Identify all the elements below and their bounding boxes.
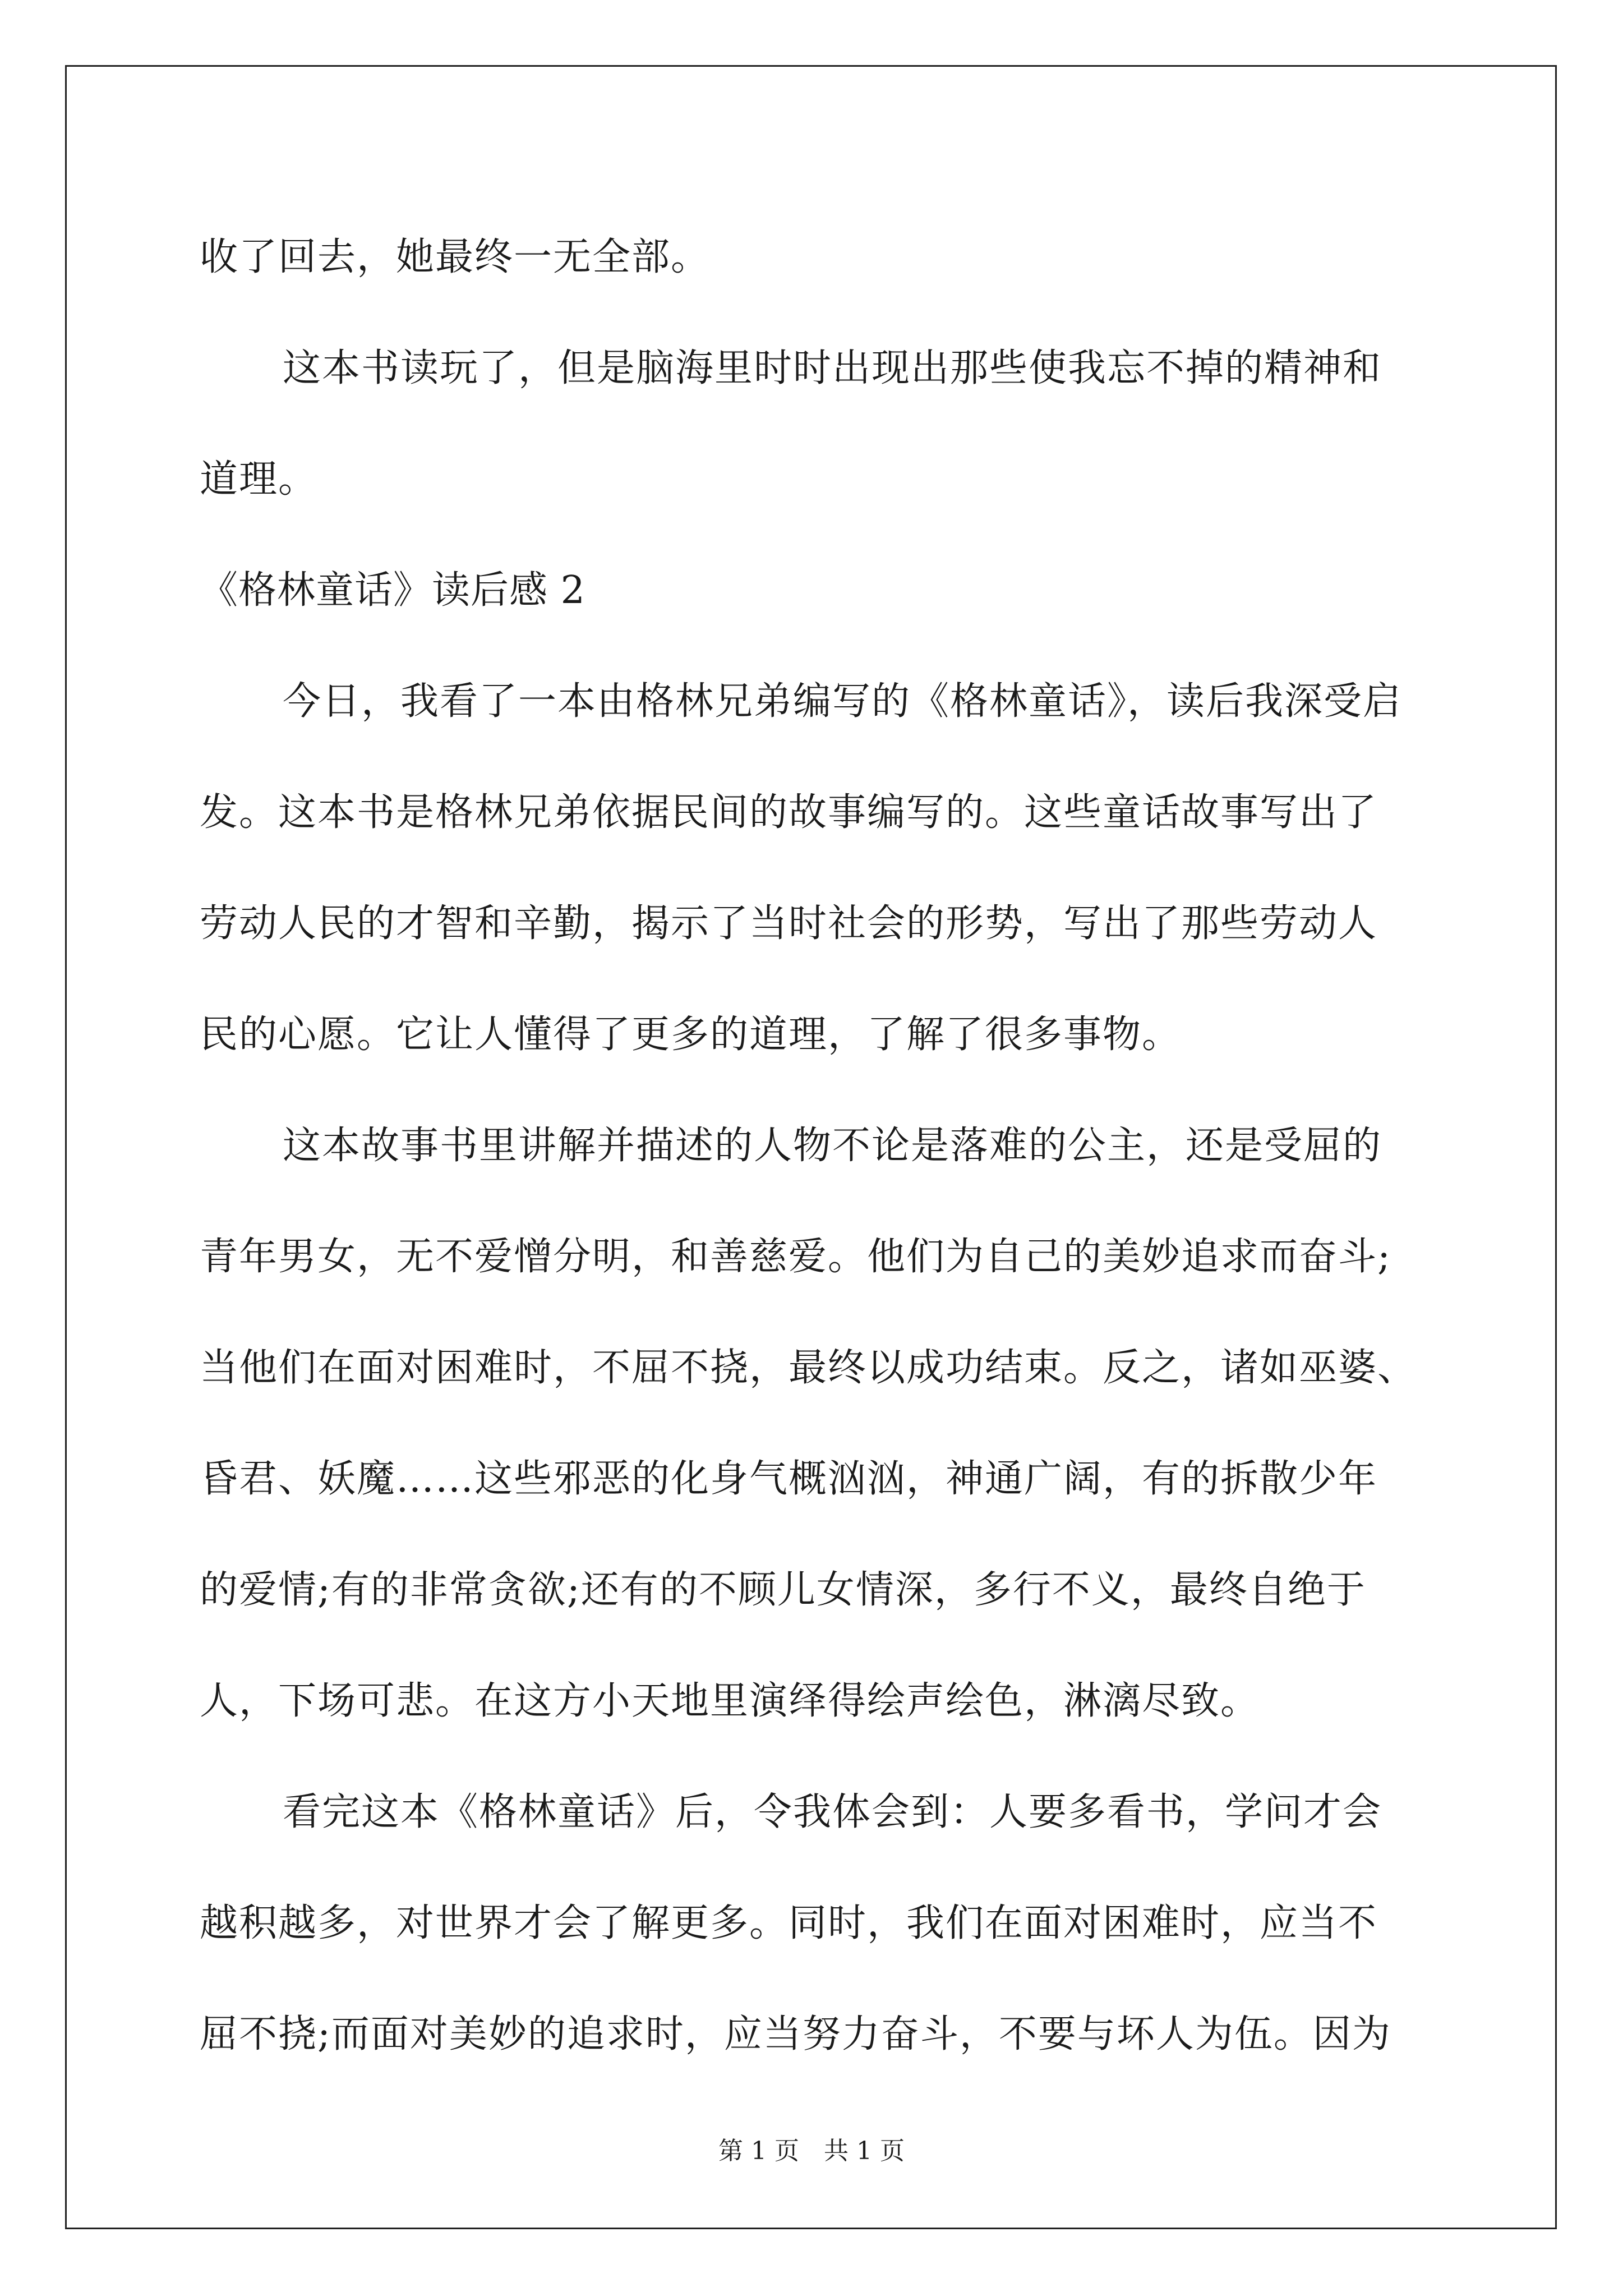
text-line: 收了回去，她最终一无全部。 (200, 235, 711, 279)
text-line: 看完这本《格林童话》后，令我体会到：人要多看书，学问才会 (283, 1790, 1382, 1834)
text-line: 青年男女，无不爱憎分明，和善慈爱。他们为自己的美妙追求而奋斗; (200, 1235, 1391, 1279)
document-body (200, 202, 1428, 2090)
section-heading: 《格林童话》读后感 2 (200, 568, 585, 613)
text-line: 这本故事书里讲解并描述的人物不论是落难的公主，还是受屈的 (283, 1124, 1382, 1168)
text-line: 这本书读玩了，但是脑海里时时出现出那些使我忘不掉的精神和 (283, 346, 1382, 390)
text-line: 屈不挠;而面对美妙的追求时，应当努力奋斗，不要与坏人为伍。因为 (200, 2012, 1391, 2056)
text-line: 越积越多，对世界才会了解更多。同时，我们在面对困难时，应当不 (200, 1901, 1378, 1945)
text-line: 道理。 (200, 457, 318, 501)
text-line: 民的心愿。它让人懂得了更多的道理，了解了很多事物。 (200, 1013, 1182, 1057)
text-line: 昏君、妖魔……这些邪恶的化身气概汹汹，神通广阔，有的拆散少年 (200, 1457, 1378, 1501)
text-line: 的爱情;有的非常贪欲;还有的不顾儿女情深，多行不义，最终自绝于 (200, 1568, 1366, 1612)
text-line: 当他们在面对困难时，不屈不挠，最终以成功结束。反之，诸如巫婆、 (200, 1346, 1417, 1390)
text-line: 今日，我看了一本由格林兄弟编写的《格林童话》，读后我深受启 (283, 679, 1403, 724)
text-line: 劳动人民的才智和辛勤，揭示了当时社会的形势，写出了那些劳动人 (200, 901, 1378, 946)
page-number-footer: 第 1 页 共 1 页 (718, 2137, 905, 2165)
text-line: 人，下场可悲。在这方小天地里演绎得绘声绘色，淋漓尽致。 (200, 1679, 1260, 1723)
text-line: 发。这本书是格林兄弟依据民间的故事编写的。这些童话故事写出了 (200, 790, 1378, 835)
